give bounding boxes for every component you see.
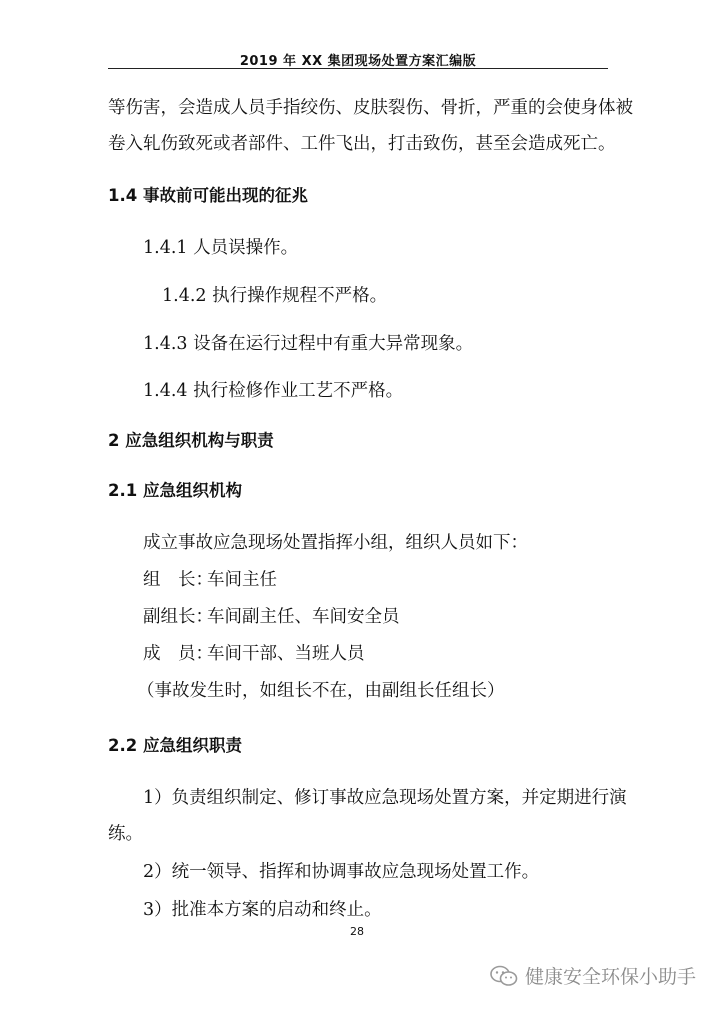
- page-header-title: 2019 年 XX 集团现场处置方案汇编版: [239, 54, 477, 69]
- section-2-1-heading: 2.1 应急组织机构: [108, 481, 242, 500]
- org-note: （事故发生时，如组长不在，由副组长任组长）: [137, 681, 505, 701]
- list-item: 1.4.2 执行操作规程不严格。: [162, 286, 388, 306]
- duty-3: 3）批准本方案的启动和终止。: [143, 900, 382, 920]
- duty-1-line-1: 1）负责组织制定、修订事故应急现场处置方案，并定期进行演: [143, 788, 627, 808]
- member-role: 副组长：: [143, 607, 213, 627]
- section-2-heading: 2 应急组织机构与职责: [108, 431, 274, 450]
- duty-2: 2）统一领导、指挥和协调事故应急现场处置工作。: [143, 862, 540, 882]
- section-1-4-heading: 1.4 事故前可能出现的征兆: [108, 186, 308, 205]
- member-value: 车间副主任、车间安全员: [207, 607, 400, 627]
- list-item: 1.4.1 人员误操作。: [143, 238, 299, 258]
- org-intro: 成立事故应急现场处置指挥小组，组织人员如下：: [143, 533, 528, 553]
- member-row: [143, 609, 400, 627]
- watermark-text: 健康安全环保小助手: [524, 966, 696, 988]
- member-value: 车间干部、当班人员: [207, 644, 365, 664]
- wechat-icon: [489, 964, 519, 988]
- intro-line-1: 等伤害，会造成人员手指绞伤、皮肤裂伤、骨折，严重的会使身体被: [108, 98, 633, 118]
- duty-1-line-2: 练。: [108, 824, 143, 844]
- page-number: 28: [350, 925, 364, 938]
- list-item: 1.4.3 设备在运行过程中有重大异常现象。: [143, 334, 474, 354]
- member-row: [143, 646, 365, 664]
- watermark: [489, 962, 696, 989]
- section-2-2-heading: 2.2 应急组织职责: [108, 736, 242, 755]
- member-role: 成 员：: [143, 644, 213, 664]
- list-item: 1.4.4 执行检修作业工艺不严格。: [143, 381, 404, 401]
- intro-line-2: 卷入轧伤致死或者部件、工件飞出，打击致伤，甚至会造成死亡。: [108, 134, 616, 154]
- member-value: 车间主任: [207, 570, 277, 590]
- member-role: 组 长：: [143, 570, 213, 590]
- member-row: [143, 572, 277, 590]
- header-divider: [108, 68, 608, 69]
